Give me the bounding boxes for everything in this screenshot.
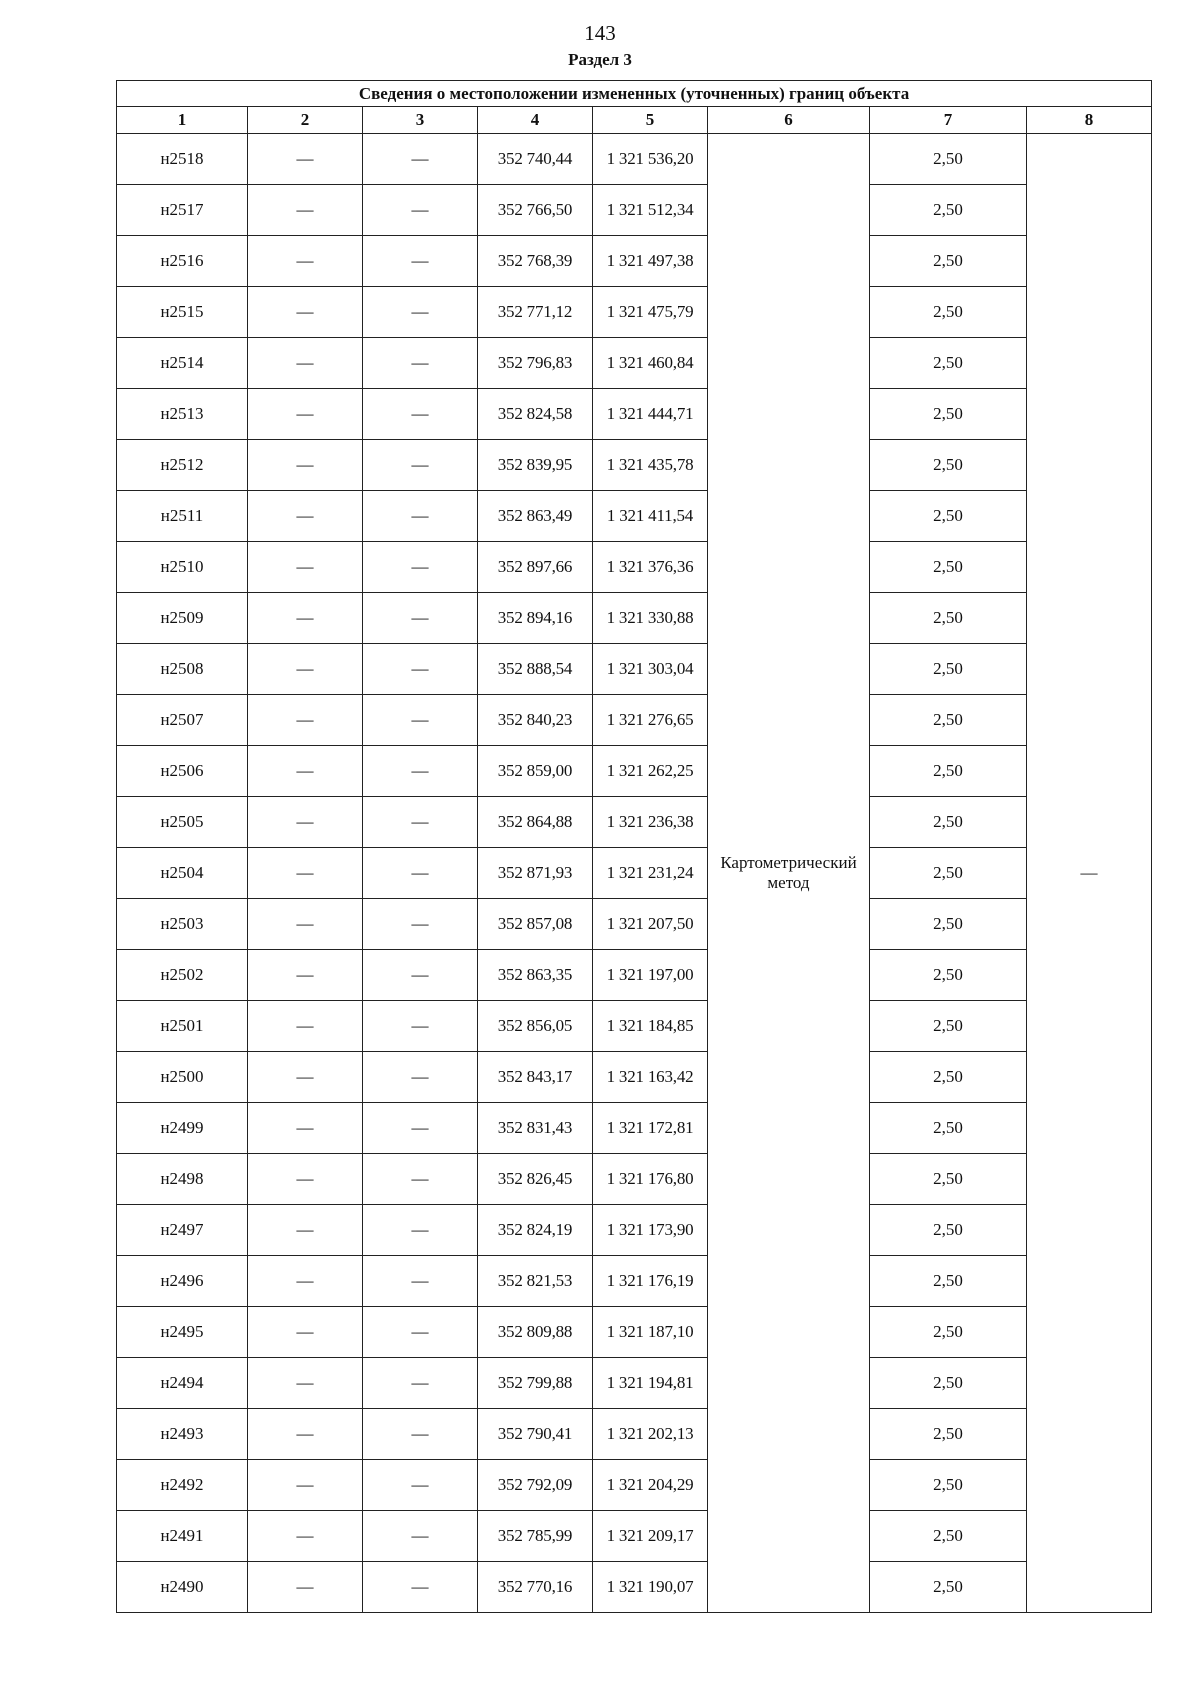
column-3-cell: — <box>363 1256 478 1307</box>
point-id-cell: н2517 <box>117 185 248 236</box>
column-3-cell: — <box>363 185 478 236</box>
column-2-cell: — <box>248 1358 363 1409</box>
point-id-cell: н2502 <box>117 950 248 1001</box>
table-row <box>117 746 1152 797</box>
point-id-cell: н2495 <box>117 1307 248 1358</box>
table-row <box>117 134 1152 185</box>
accuracy-cell: 2,50 <box>870 1154 1027 1205</box>
x-coordinate-cell: 352 843,17 <box>478 1052 593 1103</box>
accuracy-cell: 2,50 <box>870 593 1027 644</box>
accuracy-cell: 2,50 <box>870 542 1027 593</box>
accuracy-cell: 2,50 <box>870 287 1027 338</box>
x-coordinate-cell: 352 768,39 <box>478 236 593 287</box>
accuracy-cell: 2,50 <box>870 950 1027 1001</box>
table-row <box>117 1052 1152 1103</box>
column-3-cell: — <box>363 593 478 644</box>
accuracy-cell: 2,50 <box>870 389 1027 440</box>
table-row <box>117 1307 1152 1358</box>
accuracy-cell: 2,50 <box>870 1511 1027 1562</box>
column-3-cell: — <box>363 1052 478 1103</box>
x-coordinate-cell: 352 863,35 <box>478 950 593 1001</box>
column-2-cell: — <box>248 134 363 185</box>
y-coordinate-cell: 1 321 204,29 <box>593 1460 708 1511</box>
column-3-cell: — <box>363 134 478 185</box>
column-3-cell: — <box>363 440 478 491</box>
accuracy-cell: 2,50 <box>870 848 1027 899</box>
y-coordinate-cell: 1 321 173,90 <box>593 1205 708 1256</box>
point-id-cell: н2493 <box>117 1409 248 1460</box>
point-id-cell: н2492 <box>117 1460 248 1511</box>
x-coordinate-cell: 352 770,16 <box>478 1562 593 1613</box>
table-row <box>117 1205 1152 1256</box>
column-2-cell: — <box>248 1103 363 1154</box>
x-coordinate-cell: 352 785,99 <box>478 1511 593 1562</box>
point-id-cell: н2496 <box>117 1256 248 1307</box>
x-coordinate-cell: 352 826,45 <box>478 1154 593 1205</box>
y-coordinate-cell: 1 321 497,38 <box>593 236 708 287</box>
column-2-cell: — <box>248 899 363 950</box>
table-row <box>117 1001 1152 1052</box>
column-3-cell: — <box>363 695 478 746</box>
table-row <box>117 185 1152 236</box>
column-3-cell: — <box>363 236 478 287</box>
x-coordinate-cell: 352 871,93 <box>478 848 593 899</box>
y-coordinate-cell: 1 321 376,36 <box>593 542 708 593</box>
x-coordinate-cell: 352 740,44 <box>478 134 593 185</box>
y-coordinate-cell: 1 321 172,81 <box>593 1103 708 1154</box>
y-coordinate-cell: 1 321 184,85 <box>593 1001 708 1052</box>
accuracy-cell: 2,50 <box>870 491 1027 542</box>
column-number-header: 5 <box>593 107 708 134</box>
column-2-cell: — <box>248 1256 363 1307</box>
page-number: 143 <box>584 21 616 45</box>
column-2-cell: — <box>248 440 363 491</box>
x-coordinate-cell: 352 799,88 <box>478 1358 593 1409</box>
x-coordinate-cell: 352 897,66 <box>478 542 593 593</box>
y-coordinate-cell: 1 321 190,07 <box>593 1562 708 1613</box>
column-number-header: 3 <box>363 107 478 134</box>
column-number-header: 1 <box>117 107 248 134</box>
accuracy-cell: 2,50 <box>870 1358 1027 1409</box>
column-2-cell: — <box>248 1409 363 1460</box>
point-id-cell: н2513 <box>117 389 248 440</box>
column-number-header: 4 <box>478 107 593 134</box>
y-coordinate-cell: 1 321 262,25 <box>593 746 708 797</box>
column-number-header: 6 <box>708 107 870 134</box>
column-3-cell: — <box>363 1307 478 1358</box>
x-coordinate-cell: 352 809,88 <box>478 1307 593 1358</box>
table-row <box>117 1154 1152 1205</box>
point-id-cell: н2491 <box>117 1511 248 1562</box>
table-row <box>117 1562 1152 1613</box>
table-row <box>117 1103 1152 1154</box>
column-number-header: 8 <box>1027 107 1152 134</box>
accuracy-cell: 2,50 <box>870 1307 1027 1358</box>
column-3-cell: — <box>363 491 478 542</box>
y-coordinate-cell: 1 321 202,13 <box>593 1409 708 1460</box>
table-row <box>117 593 1152 644</box>
boundary-coordinates-table <box>116 80 1152 1613</box>
accuracy-cell: 2,50 <box>870 185 1027 236</box>
x-coordinate-cell: 352 821,53 <box>478 1256 593 1307</box>
column-3-cell: — <box>363 1409 478 1460</box>
y-coordinate-cell: 1 321 236,38 <box>593 797 708 848</box>
x-coordinate-cell: 352 790,41 <box>478 1409 593 1460</box>
point-id-cell: н2515 <box>117 287 248 338</box>
x-coordinate-cell: 352 831,43 <box>478 1103 593 1154</box>
column-2-cell: — <box>248 848 363 899</box>
y-coordinate-cell: 1 321 176,19 <box>593 1256 708 1307</box>
column-2-cell: — <box>248 695 363 746</box>
point-id-cell: н2506 <box>117 746 248 797</box>
point-id-cell: н2505 <box>117 797 248 848</box>
column-2-cell: — <box>248 1052 363 1103</box>
x-coordinate-cell: 352 839,95 <box>478 440 593 491</box>
method-cell: Картометрический метод <box>708 134 870 1613</box>
y-coordinate-cell: 1 321 435,78 <box>593 440 708 491</box>
accuracy-cell: 2,50 <box>870 1103 1027 1154</box>
x-coordinate-cell: 352 856,05 <box>478 1001 593 1052</box>
point-id-cell: н2514 <box>117 338 248 389</box>
x-coordinate-cell: 352 771,12 <box>478 287 593 338</box>
y-coordinate-cell: 1 321 444,71 <box>593 389 708 440</box>
x-coordinate-cell: 352 894,16 <box>478 593 593 644</box>
column-2-cell: — <box>248 542 363 593</box>
table-row <box>117 338 1152 389</box>
column-3-cell: — <box>363 848 478 899</box>
point-id-cell: н2501 <box>117 1001 248 1052</box>
accuracy-cell: 2,50 <box>870 1205 1027 1256</box>
y-coordinate-cell: 1 321 163,42 <box>593 1052 708 1103</box>
column-3-cell: — <box>363 542 478 593</box>
accuracy-cell: 2,50 <box>870 134 1027 185</box>
column-3-cell: — <box>363 797 478 848</box>
column-numbers-row <box>117 107 1152 134</box>
table-row <box>117 1511 1152 1562</box>
column-3-cell: — <box>363 1205 478 1256</box>
column-2-cell: — <box>248 950 363 1001</box>
column-3-cell: — <box>363 644 478 695</box>
table-row <box>117 236 1152 287</box>
point-id-cell: н2494 <box>117 1358 248 1409</box>
x-coordinate-cell: 352 859,00 <box>478 746 593 797</box>
point-id-cell: н2510 <box>117 542 248 593</box>
y-coordinate-cell: 1 321 231,24 <box>593 848 708 899</box>
x-coordinate-cell: 352 863,49 <box>478 491 593 542</box>
table-row <box>117 1256 1152 1307</box>
point-id-cell: н2516 <box>117 236 248 287</box>
accuracy-cell: 2,50 <box>870 797 1027 848</box>
column-3-cell: — <box>363 287 478 338</box>
y-coordinate-cell: 1 321 194,81 <box>593 1358 708 1409</box>
x-coordinate-cell: 352 824,58 <box>478 389 593 440</box>
column-2-cell: — <box>248 1154 363 1205</box>
column-2-cell: — <box>248 389 363 440</box>
accuracy-cell: 2,50 <box>870 440 1027 491</box>
y-coordinate-cell: 1 321 197,00 <box>593 950 708 1001</box>
column-2-cell: — <box>248 1205 363 1256</box>
x-coordinate-cell: 352 864,88 <box>478 797 593 848</box>
section-title: Раздел 3 <box>568 50 632 69</box>
table-row <box>117 797 1152 848</box>
point-id-cell: н2508 <box>117 644 248 695</box>
x-coordinate-cell: 352 888,54 <box>478 644 593 695</box>
column-3-cell: — <box>363 1460 478 1511</box>
column-number-header: 2 <box>248 107 363 134</box>
column-2-cell: — <box>248 746 363 797</box>
y-coordinate-cell: 1 321 512,34 <box>593 185 708 236</box>
table-row <box>117 899 1152 950</box>
accuracy-cell: 2,50 <box>870 695 1027 746</box>
point-id-cell: н2504 <box>117 848 248 899</box>
column-2-cell: — <box>248 1511 363 1562</box>
x-coordinate-cell: 352 766,50 <box>478 185 593 236</box>
y-coordinate-cell: 1 321 187,10 <box>593 1307 708 1358</box>
table-row <box>117 695 1152 746</box>
accuracy-cell: 2,50 <box>870 338 1027 389</box>
point-id-cell: н2518 <box>117 134 248 185</box>
column-3-cell: — <box>363 950 478 1001</box>
point-id-cell: н2507 <box>117 695 248 746</box>
column-2-cell: — <box>248 236 363 287</box>
accuracy-cell: 2,50 <box>870 1052 1027 1103</box>
x-coordinate-cell: 352 796,83 <box>478 338 593 389</box>
table-row <box>117 287 1152 338</box>
point-id-cell: н2512 <box>117 440 248 491</box>
point-id-cell: н2490 <box>117 1562 248 1613</box>
column-2-cell: — <box>248 185 363 236</box>
table-row <box>117 644 1152 695</box>
table-row <box>117 542 1152 593</box>
table-row <box>117 440 1152 491</box>
accuracy-cell: 2,50 <box>870 644 1027 695</box>
point-id-cell: н2497 <box>117 1205 248 1256</box>
table-caption-row <box>117 81 1152 107</box>
accuracy-cell: 2,50 <box>870 236 1027 287</box>
y-coordinate-cell: 1 321 460,84 <box>593 338 708 389</box>
y-coordinate-cell: 1 321 176,80 <box>593 1154 708 1205</box>
table-row <box>117 389 1152 440</box>
table-row <box>117 1460 1152 1511</box>
column-2-cell: — <box>248 1001 363 1052</box>
column-2-cell: — <box>248 644 363 695</box>
column-3-cell: — <box>363 1358 478 1409</box>
column-2-cell: — <box>248 1460 363 1511</box>
table-row <box>117 491 1152 542</box>
x-coordinate-cell: 352 857,08 <box>478 899 593 950</box>
y-coordinate-cell: 1 321 209,17 <box>593 1511 708 1562</box>
column-3-cell: — <box>363 899 478 950</box>
x-coordinate-cell: 352 824,19 <box>478 1205 593 1256</box>
point-id-cell: н2509 <box>117 593 248 644</box>
y-coordinate-cell: 1 321 475,79 <box>593 287 708 338</box>
accuracy-cell: 2,50 <box>870 1562 1027 1613</box>
point-id-cell: н2500 <box>117 1052 248 1103</box>
accuracy-cell: 2,50 <box>870 1001 1027 1052</box>
column-2-cell: — <box>248 287 363 338</box>
column-8-cell: — <box>1027 134 1152 1613</box>
column-3-cell: — <box>363 1154 478 1205</box>
column-2-cell: — <box>248 1562 363 1613</box>
column-3-cell: — <box>363 1562 478 1613</box>
accuracy-cell: 2,50 <box>870 1256 1027 1307</box>
y-coordinate-cell: 1 321 536,20 <box>593 134 708 185</box>
column-3-cell: — <box>363 389 478 440</box>
accuracy-cell: 2,50 <box>870 899 1027 950</box>
column-2-cell: — <box>248 797 363 848</box>
y-coordinate-cell: 1 321 276,65 <box>593 695 708 746</box>
y-coordinate-cell: 1 321 207,50 <box>593 899 708 950</box>
point-id-cell: н2499 <box>117 1103 248 1154</box>
y-coordinate-cell: 1 321 411,54 <box>593 491 708 542</box>
column-2-cell: — <box>248 1307 363 1358</box>
table-row <box>117 950 1152 1001</box>
table-row <box>117 1358 1152 1409</box>
column-number-header: 7 <box>870 107 1027 134</box>
accuracy-cell: 2,50 <box>870 746 1027 797</box>
table-caption: Сведения о местоположении измененных (уточненных) границ объекта <box>117 81 1152 107</box>
accuracy-cell: 2,50 <box>870 1460 1027 1511</box>
column-3-cell: — <box>363 1001 478 1052</box>
column-3-cell: — <box>363 1511 478 1562</box>
point-id-cell: н2498 <box>117 1154 248 1205</box>
point-id-cell: н2511 <box>117 491 248 542</box>
y-coordinate-cell: 1 321 330,88 <box>593 593 708 644</box>
column-2-cell: — <box>248 593 363 644</box>
table-row <box>117 1409 1152 1460</box>
x-coordinate-cell: 352 840,23 <box>478 695 593 746</box>
y-coordinate-cell: 1 321 303,04 <box>593 644 708 695</box>
accuracy-cell: 2,50 <box>870 1409 1027 1460</box>
table-row <box>117 848 1152 899</box>
column-3-cell: — <box>363 746 478 797</box>
column-2-cell: — <box>248 491 363 542</box>
column-3-cell: — <box>363 338 478 389</box>
column-2-cell: — <box>248 338 363 389</box>
x-coordinate-cell: 352 792,09 <box>478 1460 593 1511</box>
column-3-cell: — <box>363 1103 478 1154</box>
point-id-cell: н2503 <box>117 899 248 950</box>
